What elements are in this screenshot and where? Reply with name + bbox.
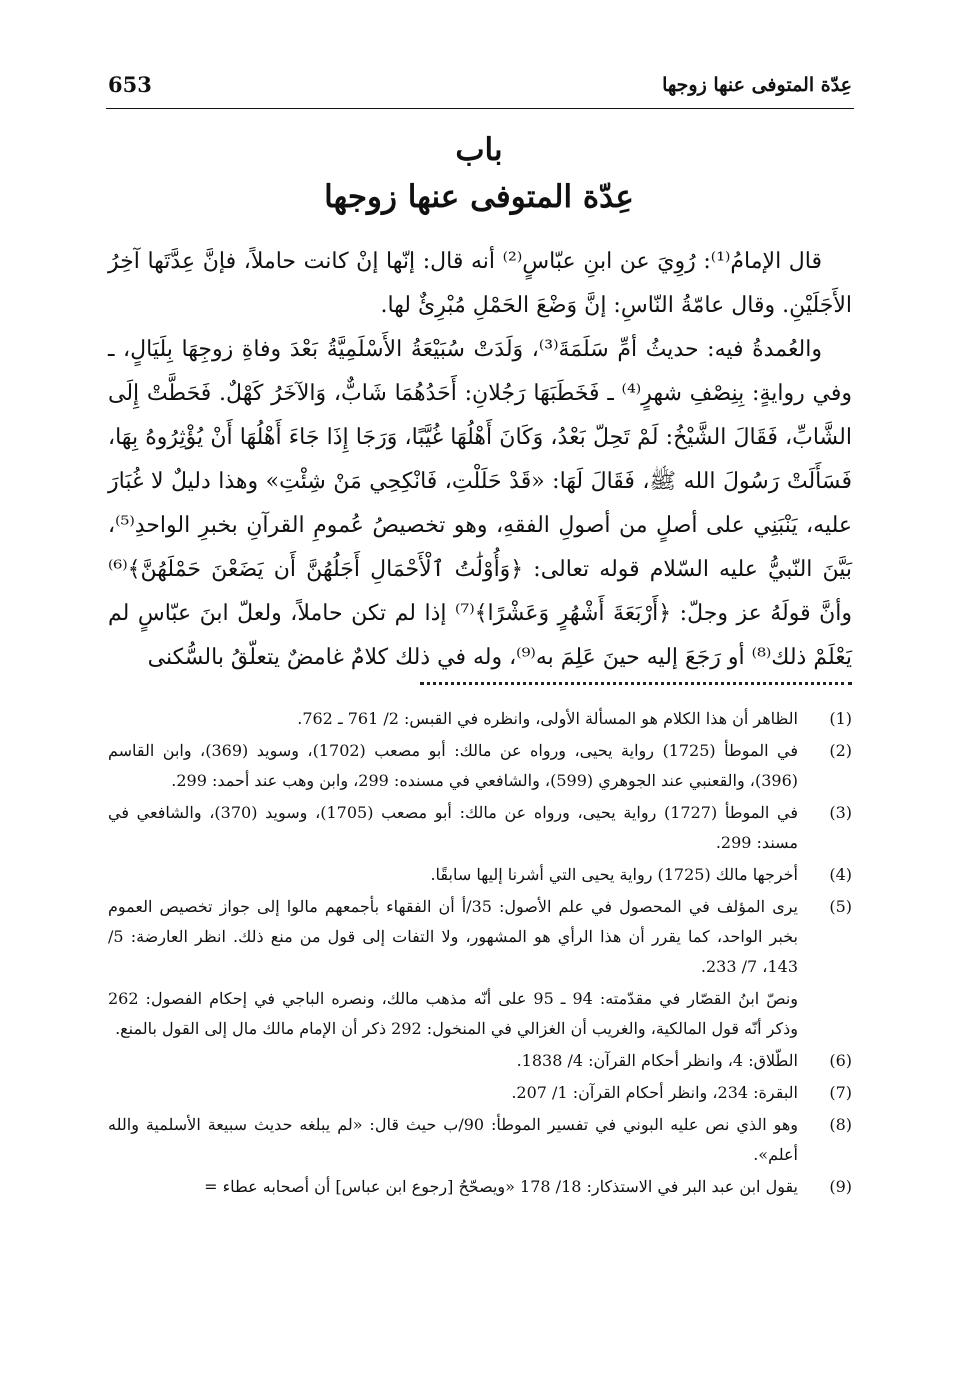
footnote-text: البقرة: 234، وانظر أحكام القرآن: 1/ 207. bbox=[511, 1083, 798, 1102]
paragraph: قال الإمامُ⁽¹⁾: رُوِيَ عن ابنِ عبّاسٍ⁽²⁾ أنه قال: إنّها إنْ كانت حاملاً، فإنَّ عِدَّتَها آخِرُ الأَجَلَيْنِ. وقال عامّةُ النّاسِ: إنَّ وَضْعَ الحَمْلِ مُبْرِئٌ لها. bbox=[108, 249, 852, 318]
header-rule bbox=[106, 108, 854, 109]
footnote-text: في الموطأ (1727) رواية يحيى، ورواه عن مالك: أبو مصعب (1705)، وسويد (370)، والشافعي في مسند: 299. bbox=[108, 803, 799, 852]
footnote-number: (3) bbox=[829, 803, 852, 822]
footnote-text: يرى المؤلف في المحصول في علم الأصول: 35/أ أن الفقهاء بأجمعهم مالوا إلى جواز تخصيص العموم بخبر الواحد، كما يقرر أن هذا الرأي هو المشهور، ولا التفات إلى قول من منع ذلك. انظر العارضة: 5/ 143، 7/ 233. bbox=[108, 897, 798, 976]
footnotes bbox=[108, 704, 852, 1204]
main-text bbox=[108, 240, 852, 680]
footnote-number: (6) bbox=[829, 1051, 852, 1070]
chapter-label: باب bbox=[455, 132, 503, 168]
footnote bbox=[108, 1046, 852, 1076]
footnote bbox=[108, 1110, 852, 1170]
footnote-text: أخرجها مالك (1725) رواية يحيى التي أشرنا إليها سابقًا. bbox=[430, 865, 798, 884]
footnote-continuation: ونصّ ابنُ القصّار في مقدّمته: 94 ـ 95 على أنّه مذهب مالك، ونصره الباجي في إحكام الفصول: 262 وذكر أنّه قول المالكية، والغريب أن الغزالي في المنخول: 292 ذكر أن الإمام مالك مال إلى القول بالمنع. bbox=[108, 989, 799, 1038]
footnote-text: في الموطأ (1725) رواية يحيى، ورواه عن مالك: أبو مصعب (1702)، وسويد (369)، وابن القاسم (396)، والقعنبي عند الجوهري (599)، والشافعي في مسنده: 299، وابن وهب عند أحمد: 299. bbox=[108, 741, 798, 790]
footnote-number: (9) bbox=[829, 1177, 852, 1196]
footnote-number: (1) bbox=[829, 709, 852, 728]
footnote bbox=[108, 1078, 852, 1108]
footnote-number: (7) bbox=[829, 1083, 852, 1102]
chapter-title: عِدّة المتوفى عنها زوجها bbox=[324, 179, 634, 215]
footnote-text: الطّلاق: 4، وانظر أحكام القرآن: 4/ 1838. bbox=[516, 1051, 798, 1070]
paragraph: والعُمدةُ فيه: حديثُ أمِّ سَلَمَةَ⁽³⁾، وَلَدَتْ سُبَيْعَةُ الأَسْلَمِيَّةُ بَعْدَ وفاةِ زوجِهَا بِلَيَالٍ، ـ وفي روايةٍ: بِنِصْفِ شهرٍ⁽⁴⁾ ـ فَخَطَبَهَا رَجُلانِ: أَحَدُهُمَا شَابٌّ، وَالآخَرُ كَهْلٌ. فَحَطَّتْ إِلَى الشَّابِّ، فَقَالَ الشَّيْخُ: لَمْ تَحِلّ بَعْدُ، وَكَانَ أَهْلُهَا غُيَّبًا، وَرَجَا إِذَا جَاءَ أَهْلُهَا أَنْ يُؤْثِرُوهُ بِهَا، فَسَأَلَتْ رَسُولَ الله ﷺ، فَقَالَ لَهَا: «قَدْ حَلَلْتِ، فَانْكِحِي مَنْ شِئْتِ» وهذا دليلٌ لا غُبَارَ عليه، يَنْبَنِي على أصلٍ من أصولِ الفقهِ، وهو تخصيصُ عُمومِ القرآنِ بخبرِ الواحدِ⁽⁵⁾، بَيَّنَ النّبيُّ عليه السّلام قوله تعالى: ﴿وَأُوْلَٰتُ ٱلْأَحْمَالِ أَجَلُهُنَّ أَن يَضَعْنَ حَمْلَهُنَّ﴾⁽⁶⁾ وأنَّ قولَهُ عز وجلّ: ﴿أَرْبَعَةَ أَشْهُرٍ وَعَشْرًا﴾⁽⁷⁾ إذا لم تكن حاملاً، ولعلّ ابنَ عبّاسٍ لم يَعْلَمْ ذلك⁽⁸⁾ أو رَجَعَ إليه حينَ عَلِمَ به⁽⁹⁾، وله في ذلك كلامٌ غامضٌ يتعلّقُ بالسُّكنى bbox=[108, 337, 853, 670]
footnote-text: يقول ابن عبد البر في الاستذكار: 18/ 178 «ويصحّحُ [رجوع ابن عباس] أن أصحابه عطاء = bbox=[204, 1177, 798, 1196]
chapter-heading bbox=[106, 130, 852, 220]
footnote-number: (2) bbox=[829, 741, 852, 760]
page-number: 653 bbox=[108, 72, 152, 97]
footnote-text: وهو الذي نص عليه البوني في تفسير الموطأ: 90/ب حيث قال: «لم يبلغه حديث سبيعة الأسلمية والله أعلم». bbox=[108, 1115, 798, 1164]
footnote bbox=[108, 704, 852, 734]
footnote-number: (4) bbox=[829, 865, 852, 884]
footnote-number: (8) bbox=[829, 1115, 852, 1134]
footnote bbox=[108, 892, 852, 982]
footnote-number: (5) bbox=[829, 897, 852, 916]
footnote bbox=[108, 736, 852, 796]
footnote-text: الظاهر أن هذا الكلام هو المسألة الأولى، وانظره في القبس: 2/ 761 ـ 762. bbox=[297, 709, 798, 728]
footnote-divider bbox=[420, 682, 852, 685]
footnote bbox=[108, 798, 852, 858]
footnote bbox=[108, 1172, 852, 1202]
footnote bbox=[108, 860, 852, 890]
running-head bbox=[108, 70, 852, 104]
running-title: عِدّة المتوفى عنها زوجها bbox=[662, 74, 852, 96]
